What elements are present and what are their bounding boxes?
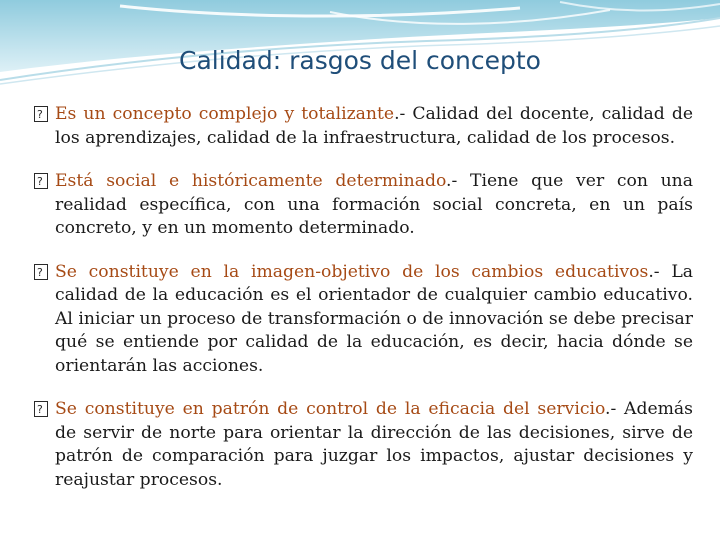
bullet-body: .- La calidad de la educación es el orientador de cualquier cambio educativo. Al iniciar un proceso de transformación o de innovación se debe precisar qué se entiende por calidad de la educación, es decir, hacia dónde se orientarán las acciones.	[55, 261, 693, 376]
slide-title	[0, 46, 720, 75]
slide-title-text: Calidad: rasgos del concepto	[179, 46, 541, 75]
bullet-marker-icon	[34, 173, 48, 189]
bullet-body: .- Tiene que ver con una realidad específica, con una formación social concreta, en un país concreto, y en un momento determinado.	[55, 171, 694, 238]
header-wave-decoration	[0, 0, 720, 90]
bullet-marker-icon	[34, 106, 48, 122]
bullet-lead: Es un concepto complejo y totalizante	[55, 104, 395, 124]
bullet-body: .- Calidad del docente, calidad de los aprendizajes, calidad de la infraestructura, calidad de los procesos.	[55, 104, 693, 148]
bullet-item	[33, 170, 693, 241]
bullet-lead: Está social e históricamente determinado	[55, 171, 447, 191]
bullet-marker-icon	[34, 401, 48, 417]
bullet-lead: Se constituye en patrón de control de la eficacia del servicio	[55, 399, 605, 419]
bullet-body: .- Además de servir de norte para orientar la dirección de las decisiones, sirve de patrón de comparación para juzgar los impactos, ajustar decisiones y reajustar procesos.	[55, 399, 693, 490]
bullet-item	[33, 103, 693, 150]
bullet-item	[33, 261, 693, 379]
bullet-list	[33, 103, 693, 512]
bullet-lead: Se constituye en la imagen-objetivo de los cambios educativos	[55, 261, 649, 282]
bullet-item	[33, 398, 693, 492]
bullet-marker-icon	[34, 264, 48, 280]
